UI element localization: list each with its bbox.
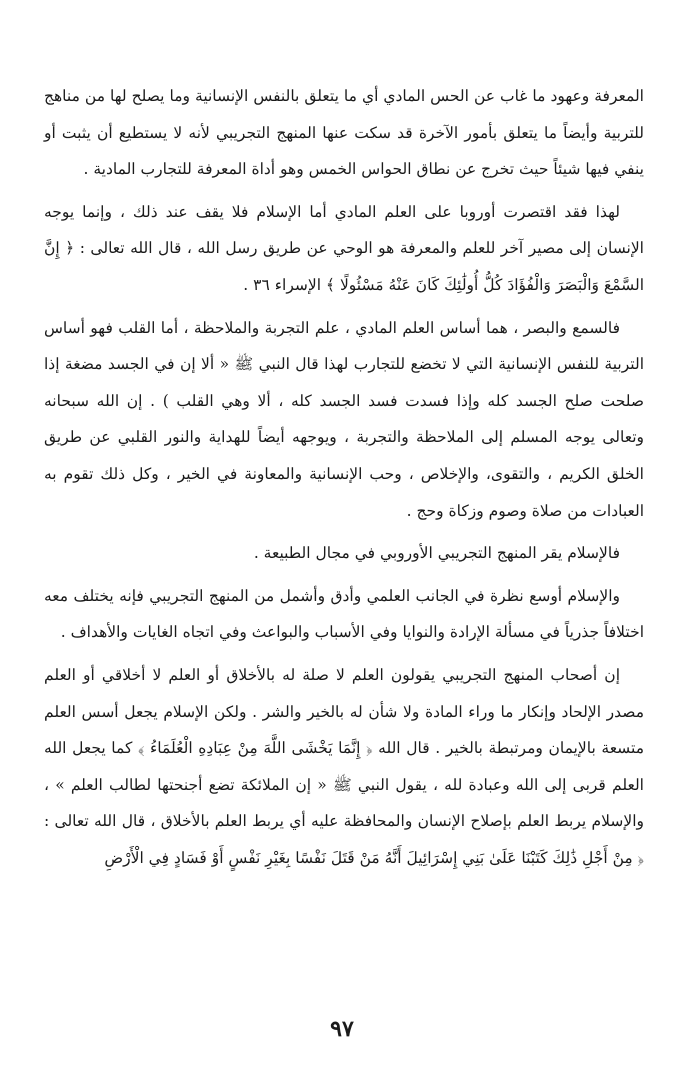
paragraph-5: والإسلام أوسع نظرة في الجانب العلمي وأدق وأشمل من المنهج التجريبي فإنه يختلف معه اختلافاً جذرياً في مسألة الإرادة والنوايا وفي الأسباب والبواعث وفي اتجاه الغايات والأهداف . [44,586,644,642]
paragraph-1: المعرفة وعهود ما غاب عن الحس المادي أي ما يتعلق بالنفس الإنسانية وما يصلح لها من مناهج للتربية وأيضاً ما يتعلق بأمور الآخرة قد سكت عنها المنهج التجريبي لأنه لا يستطيع أن يثبت أو ينفي فيها شيئاً حيث تخرج عن نطاق الحواس الخمس وهو أداة المعرفة للتجارب المادية . [44,87,644,179]
paragraph-6: إن أصحاب المنهج التجريبي يقولون العلم لا صلة له بالأخلاق أو العلم لا أخلاقي أو العلم مصدر الإلحاد وإنكار ما وراء المادة ولا شأن له بالخير والشر . ولكن الإسلام يجعل أسس العلم متسعة بالإيمان ومرتبطة بالخير . قال الله ﴿ إِنَّمَا يَخْشَى اللَّهَ مِنْ عِبَادِهِ الْعُلَمَاءُ ﴾ كما يجعل الله العلم قربى إلى الله وعبادة لله ، يقول النبي ﷺ « إن الملائكة تضع أجنحتها لطالب العلم » ، والإسلام يربط العلم بإصلاح الإنسان والمحافظة عليه أي يربط العلم بالأخلاق ، قال الله تعالى : ﴿ مِنْ أَجْلِ ذَٰلِكَ كَتَبْنَا عَلَىٰ بَنِي إِسْرَائِيلَ أَنَّهُ مَنْ قَتَلَ نَفْسًا بِغَيْرِ نَفْسٍ أَوْ فَسَادٍ فِي الْأَرْضِ [44,665,644,867]
page-body [44,78,644,882]
paragraph-2: لهذا فقد اقتصرت أوروبا على العلم المادي أما الإسلام فلا يقف عند ذلك ، وإنما يوجه الإنسان إلى مصير آخر للعلم والمعرفة هو الوحي عن طريق رسل الله ، قال الله تعالى : ﴿ إِنَّ السَّمْعَ وَالْبَصَرَ وَالْفُؤَادَ كُلُّ أُولَٰئِكَ كَانَ عَنْهُ مَسْئُولًا ﴾ الإسراء ٣٦ . [44,202,644,294]
page-number: ٩٧ [330,1016,354,1042]
paragraph-3: فالسمع والبصر ، هما أساس العلم المادي ، علم التجربة والملاحظة ، أما القلب فهو أساس التربية للنفس الإنسانية التي لا تخضع للتجارب لهذا قال النبي ﷺ « ألا إن في الجسد مضغة إذا صلحت صلح الجسد كله وإذا فسدت فسد الجسد كله ، ألا وهي القلب ) . إن الله سبحانه وتعالى يوجه المسلم إلى الملاحظة والتجربة ، ويوجهه أيضاً للهداية والنور القلبي عن طريق الخلق الكريم ، والتقوى، والإخلاص ، وحب الإنسانية والمعاونة في الخير ، وكل ذلك تقوم به العبادات من صلاة وصوم وزكاة وحج . [44,318,644,520]
paragraph-4: فالإسلام يقر المنهج التجريبي الأوروبي في مجال الطبيعة . [253,544,620,563]
